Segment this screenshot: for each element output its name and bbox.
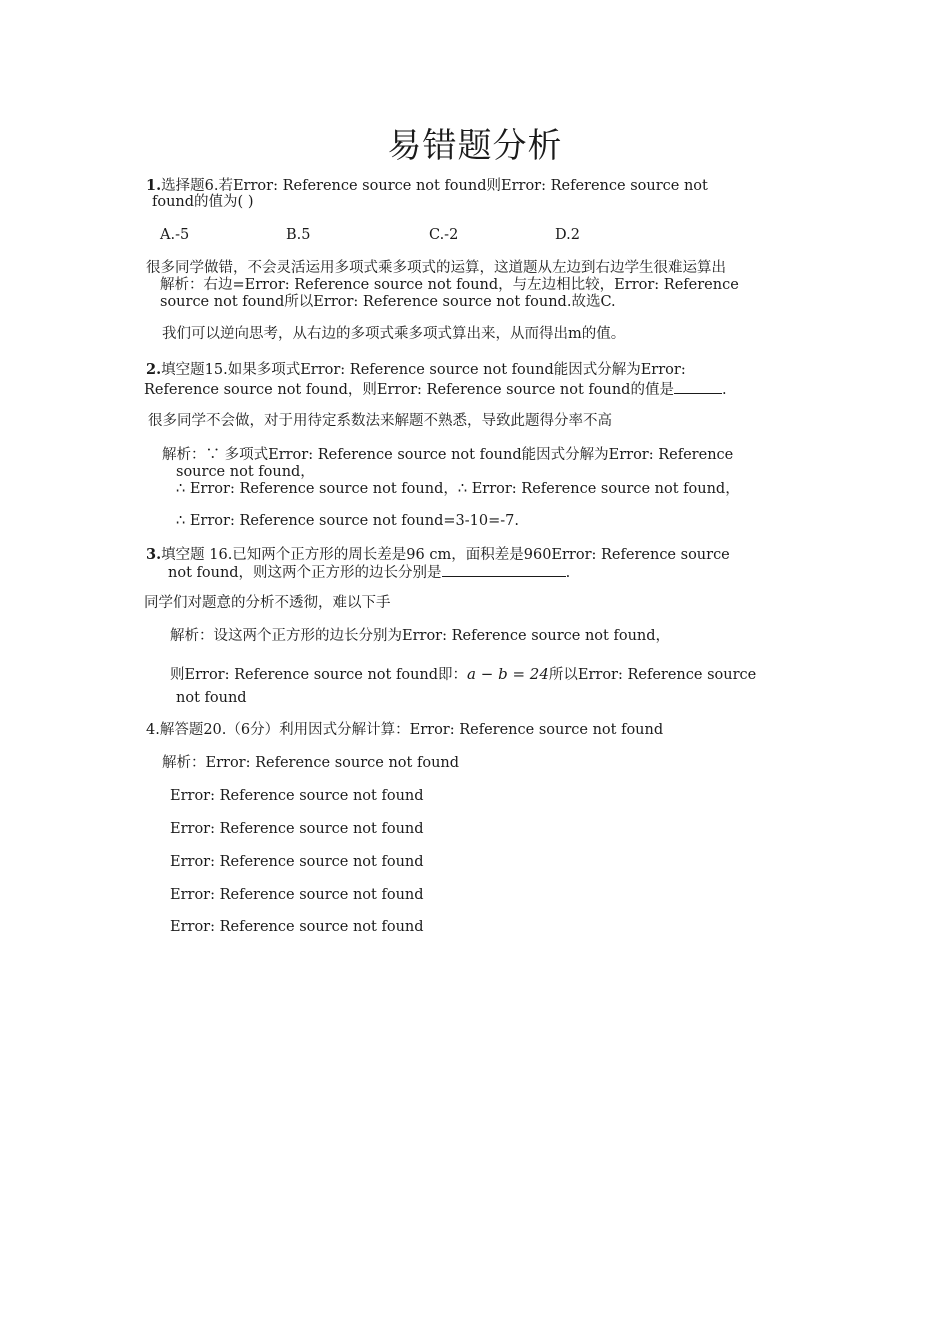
q3-line2-end: . <box>565 565 571 581</box>
q2-line1 <box>146 360 686 380</box>
q1-option-a: A.-5 <box>160 227 190 243</box>
q1-option-c: C.-2 <box>429 227 459 243</box>
q3-line2 <box>168 562 570 583</box>
q1-thinking: 我们可以逆向思考，从右边的多项式乘多项式算出来，从而得出m的值。 <box>162 326 626 342</box>
q1-option-d: D.2 <box>555 227 580 243</box>
q4-step: Error: Reference source not found <box>170 887 424 903</box>
q2-text: 填空题15.如果多项式Error: Reference source not found能因式分解为Error: <box>161 362 686 378</box>
q2-line2-end: . <box>721 382 727 398</box>
q4-step: Error: Reference source not found <box>170 919 424 935</box>
q1-number: 1. <box>146 177 162 194</box>
q3-number: 3. <box>146 546 162 563</box>
q1-line2: found的值为( ) <box>152 194 254 210</box>
q2-analysis-line2: source not found， <box>176 464 315 480</box>
q3-answer-blank <box>442 562 566 577</box>
q4-step: Error: Reference source not found <box>170 821 424 837</box>
q3-comment: 同学们对题意的分析不透彻，难以下手 <box>144 595 391 611</box>
q2-line2 <box>144 379 727 400</box>
q2-line2-text: Reference source not found，则Error: Reference source not found的值是 <box>144 382 674 398</box>
q1-text: 选择题6.若Error: Reference source not found则Error: Reference source not <box>161 178 708 194</box>
q1-option-b: B.5 <box>286 227 311 243</box>
q2-number: 2. <box>146 361 162 378</box>
q2-analysis-line3: ∴ Error: Reference source not found，∴ Error: Reference source not found， <box>176 481 740 497</box>
q3-analysis-line3: not found <box>176 690 247 706</box>
q3-analysis-post: 所以Error: Reference source <box>548 667 757 683</box>
q3-analysis-pre: 则Error: Reference source not found即： <box>170 667 468 683</box>
q3-equation: a − b = 24 <box>467 665 549 683</box>
page-title: 易错题分析 <box>387 126 563 166</box>
q3-line2-text: not found，则这两个正方形的边长分别是 <box>168 565 442 581</box>
q2-analysis-line4: ∴ Error: Reference source not found=3-10=-7. <box>176 513 519 529</box>
q2-answer-blank <box>674 379 722 394</box>
q3-analysis-line1: 解析：设这两个正方形的边长分别为Error: Reference source not found， <box>170 628 671 644</box>
q3-text: 填空题 16.已知两个正方形的周长差是96 cm，面积差是960Error: Reference source <box>161 547 730 563</box>
q3-analysis-line2 <box>170 665 756 685</box>
q4-line1: 4.解答题20.（6分）利用因式分解计算：Error: Reference source not found <box>146 722 664 738</box>
q2-analysis-line1: 解析：∵ 多项式Error: Reference source not found能因式分解为Error: Reference <box>162 447 734 463</box>
q1-analysis-line2: source not found所以Error: Reference source not found.故选C. <box>160 294 616 310</box>
q4-step: Error: Reference source not found <box>170 854 424 870</box>
q2-comment: 很多同学不会做，对于用待定系数法来解题不熟悉，导致此题得分率不高 <box>148 413 612 429</box>
q1-analysis-line1: 解析：右边=Error: Reference source not found，与左边相比较，Error: Reference <box>160 277 739 293</box>
q1-comment: 很多同学做错，不会灵活运用多项式乘多项式的运算，这道题从左边到右边学生很难运算出 <box>146 260 726 276</box>
q4-analysis: 解析：Error: Reference source not found <box>162 755 460 771</box>
q4-step: Error: Reference source not found <box>170 788 424 804</box>
